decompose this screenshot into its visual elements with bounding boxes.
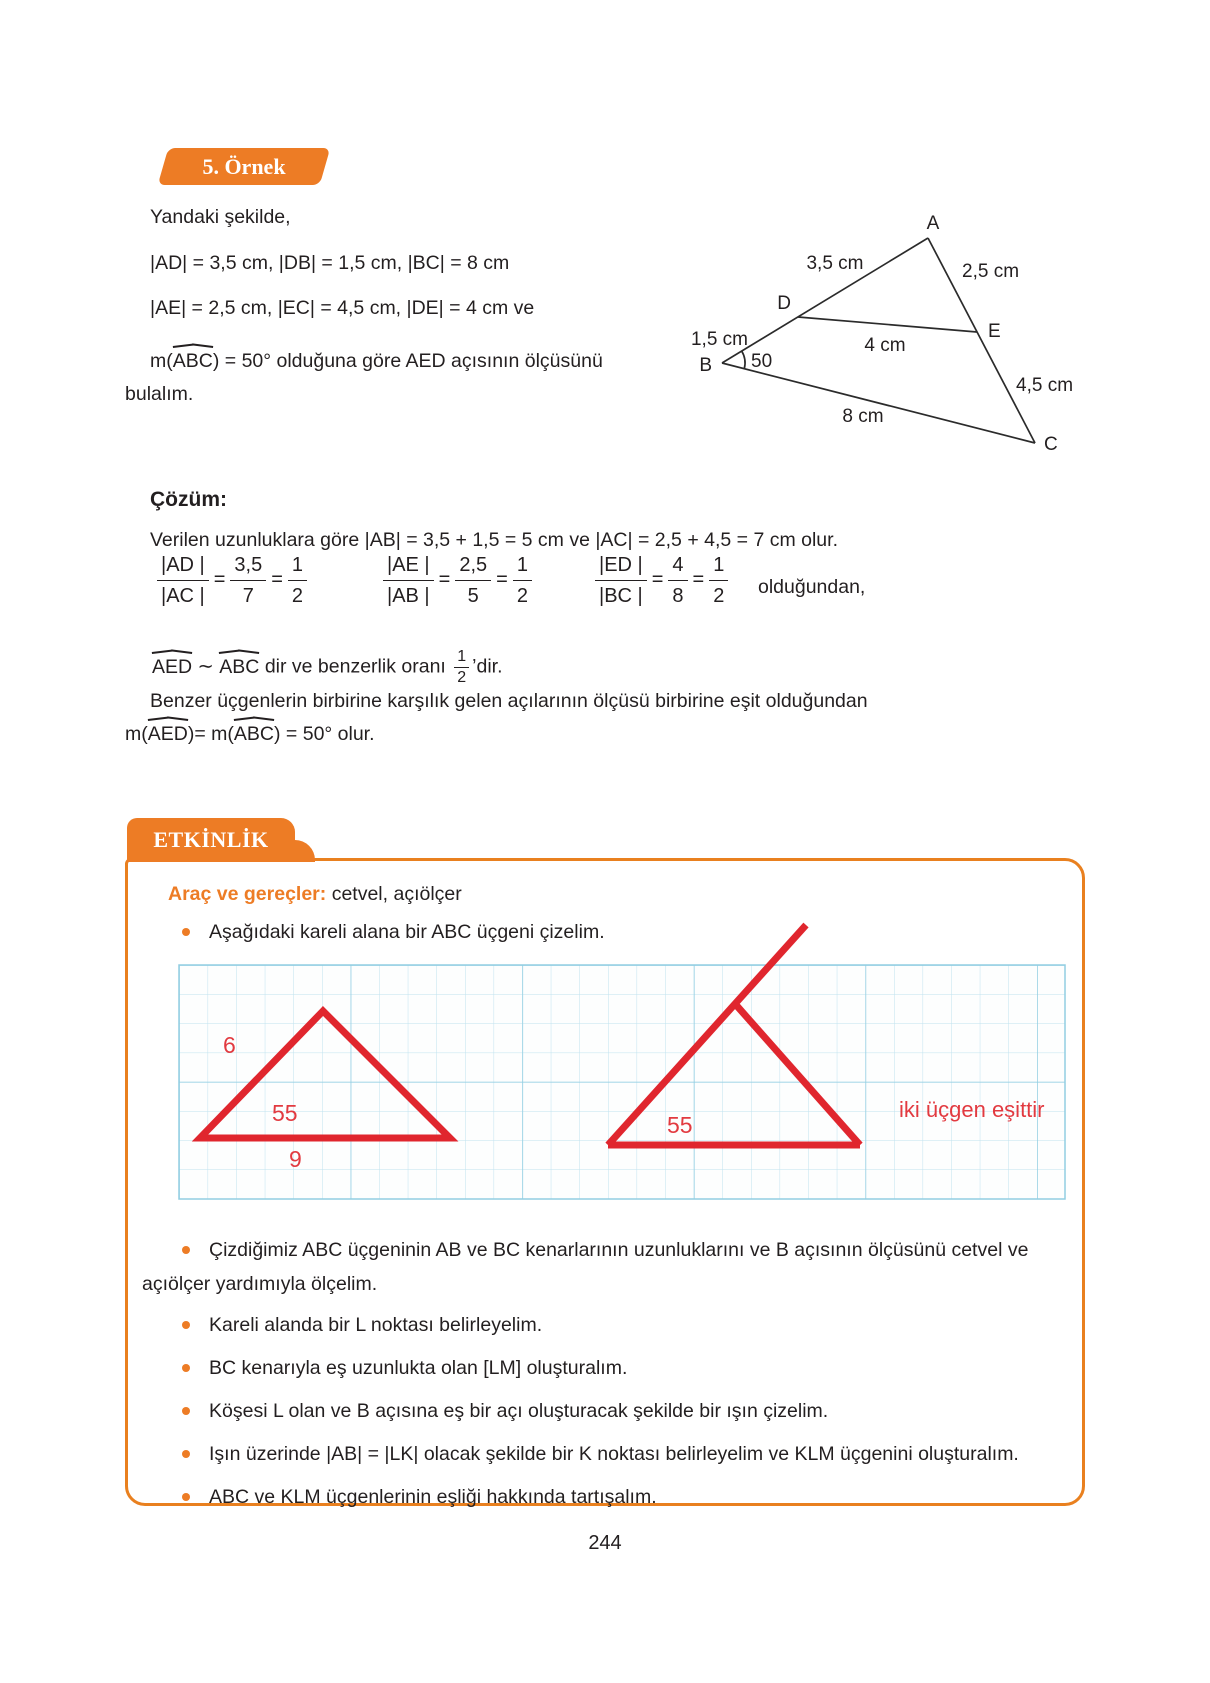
solution-line-1: Verilen uzunluklara göre |AB| = 3,5 + 1,5 = 5 cm ve |AC| = 2,5 + 4,5 = 7 cm olur. <box>150 529 838 551</box>
tools-label: Araç ve gereçler: <box>168 883 327 905</box>
length-label-EC: 4,5 cm <box>1016 375 1074 396</box>
grid-major-lines <box>179 965 1065 1199</box>
length-label-DB: 1,5 cm <box>690 329 748 350</box>
conclusion-line-1: Benzer üçgenlerin birbirine karşılık gelen açılarının ölçüsü birbirine eşit olduğundan <box>150 690 868 712</box>
fraction: $\frac{2,5}{5}$ <box>455 552 491 608</box>
problem-given-2: |AE| = 2,5 cm, |EC| = 4,5 cm, |DE| = 4 cm ve <box>150 297 535 319</box>
problem-intro: Yandaki şekilde, <box>150 206 291 228</box>
example-tab-label: 5. Örnek <box>202 154 286 179</box>
triangle1-base-label: 9 <box>289 1146 302 1172</box>
list-item: Aşağıdaki kareli alana bir ABC üçgeni çizelim. <box>142 917 1072 947</box>
bullet-icon <box>182 1407 190 1415</box>
bullet-icon <box>182 1364 190 1372</box>
fraction: $\frac{1}{2}$ <box>709 552 728 608</box>
vertex-label-B: B <box>699 355 712 376</box>
length-label-BC: 8 cm <box>842 406 884 427</box>
length-label-DE: 4 cm <box>864 335 906 356</box>
list-item: Köşesi L olan ve B açısına eş bir açı oluşturacak şekilde bir ışın çizelim. <box>142 1396 1072 1426</box>
similar-symbol: ∼ <box>197 655 214 678</box>
triangle1-side-label: 6 <box>223 1032 236 1058</box>
list-item: ABC ve KLM üçgenlerinin eşliği hakkında tartışalım. <box>142 1482 1072 1512</box>
bullet-icon <box>182 928 190 936</box>
problem-question <box>150 350 603 373</box>
length-label-AE: 2,5 cm <box>962 261 1020 282</box>
activity-tab-label: ETKİNLİK <box>153 827 269 852</box>
bullet-icon <box>182 1246 190 1254</box>
ratio-equation-2: $\frac{|AE |}{|AB |}$ = $\frac{2,5}{5}$ = $\frac{1}{2}$ <box>378 552 537 608</box>
squared-grid-figure <box>179 965 1065 1199</box>
activity-bullet-list <box>142 1233 1072 1525</box>
angle-abc-hat: ABC <box>219 655 260 678</box>
list-item: BC kenarıyla eş uzunlukta olan [LM] oluşturalım. <box>142 1353 1072 1383</box>
page-number: 244 <box>588 1532 622 1554</box>
angle-B-arc <box>742 351 745 369</box>
side-BC <box>722 363 1035 443</box>
activity-header-tab <box>127 818 295 862</box>
similarity-statement: AED ∼ ABC dir ve benzerlik oranı $\frac{1}{2}$ ’dir. <box>152 648 503 686</box>
length-label-AD: 3,5 cm <box>806 253 864 274</box>
bullet-icon <box>182 1450 190 1458</box>
problem-given-1: |AD| = 3,5 cm, |DB| = 1,5 cm, |BC| = 8 cm <box>150 252 510 274</box>
fraction: $\frac{1}{2}$ <box>513 552 532 608</box>
list-item: Çizdiğimiz ABC üçgeninin AB ve BC kenarlarının uzunluklarını ve B açısının ölçüsünü cetvel ve açıölçer yardımıyla ölçelim. <box>142 1239 1029 1295</box>
triangle-figure-svg <box>650 185 1210 455</box>
angle-aed-hat: AED <box>147 723 188 745</box>
fraction: $\frac{|AE |}{|AB |}$ <box>383 552 434 608</box>
fraction: $\frac{3,5}{7}$ <box>230 552 266 608</box>
angle-abc-hat: ABC <box>172 350 213 372</box>
angle-B-value: 50 <box>751 351 773 372</box>
angle-aed-hat: AED <box>152 655 193 678</box>
list-item: Kareli alanda bir L noktası belirleyelim. <box>142 1310 1072 1340</box>
conclusion-line-2: m(AED)= m(ABC) = 50° olur. <box>125 723 375 745</box>
angle-abc-hat: ABC <box>233 723 275 745</box>
list-item: Işın üzerinde |AB| = |LK| olacak şekilde bir K noktası belirleyelim ve KLM üçgenini oluşturalım. <box>142 1439 1072 1469</box>
triangle2-angle-label: 55 <box>667 1112 693 1138</box>
fraction: $\frac{4}{8}$ <box>668 552 687 608</box>
ratio-equation-3: $\frac{|ED |}{|BC |}$ = $\frac{4}{8}$ = $\frac{1}{2}$ <box>590 552 733 608</box>
triangle1-angle-label: 55 <box>272 1100 298 1126</box>
problem-question-end: bulalım. <box>125 383 194 405</box>
question-suffix: ) = 50° olduğuna göre AED açısının ölçüsünü <box>212 350 603 372</box>
point-label-D: D <box>777 293 791 314</box>
bullet-icon <box>182 1493 190 1501</box>
question-prefix: m( <box>150 350 173 372</box>
bullet-icon <box>182 1321 190 1329</box>
point-label-E: E <box>988 321 1001 342</box>
vertex-label-C: C <box>1044 434 1058 455</box>
similarity-ratio-fraction: $\frac{1}{2}$ <box>454 648 469 687</box>
tools-value: cetvel, açıölçer <box>326 883 462 905</box>
fraction: $\frac{|ED |}{|BC |}$ <box>595 552 647 608</box>
example-header-tab <box>163 148 325 185</box>
tools-line <box>168 883 462 906</box>
fraction: $\frac{|AD |}{|AC |}$ <box>157 552 209 608</box>
equal-triangles-note: iki üçgen eşittir <box>899 1097 1045 1122</box>
vertex-label-A: A <box>926 213 940 234</box>
segment-DE <box>798 317 977 332</box>
fraction: $\frac{1}{2}$ <box>288 552 307 608</box>
solution-heading: Çözüm: <box>150 488 227 511</box>
activity-box <box>125 858 1085 1506</box>
ratio-tail-text: olduğundan, <box>758 576 866 598</box>
ratio-equation-1: $\frac{|AD |}{|AC |}$ = $\frac{3,5}{7}$ = $\frac{1}{2}$ <box>152 552 312 608</box>
activity-bullet-top <box>142 917 1072 960</box>
